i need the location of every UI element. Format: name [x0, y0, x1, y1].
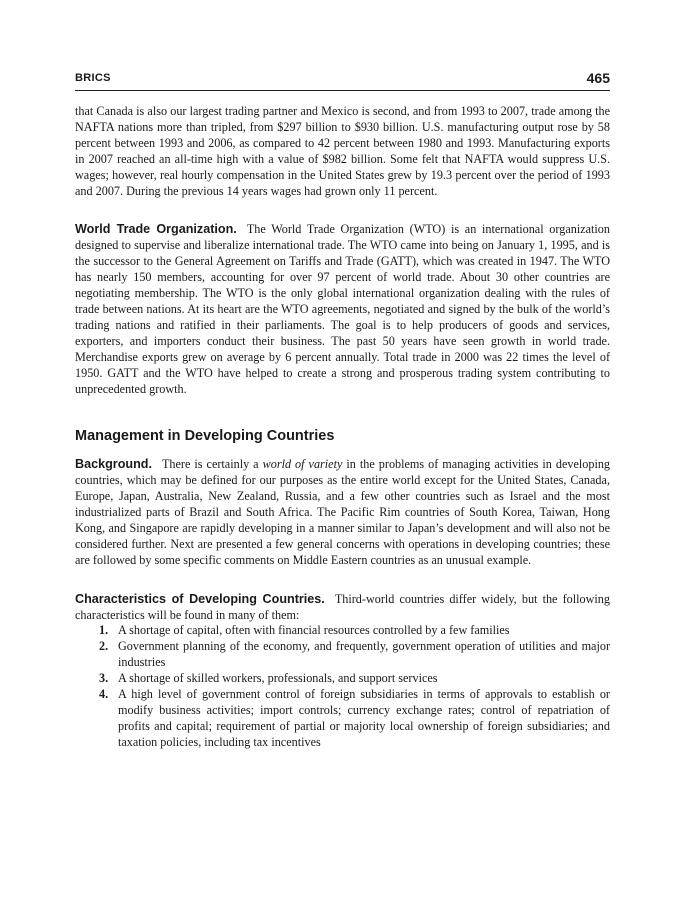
list-item — [75, 671, 610, 687]
background-heading: Background. — [75, 457, 152, 472]
paragraph-wto — [75, 222, 610, 397]
page-body — [75, 104, 610, 751]
list-text: A high level of government control of foreign subsidiaries in terms of approvals to establish or modify business activities; import controls; currency exchange rates; control of repatriation of profits and capital; requirement of partial or majority local ownership of foreign subsidiaries; and taxation policies, including tax incentives — [118, 687, 610, 749]
page-number: 465 — [586, 70, 610, 86]
list-text: A shortage of capital, often with financial resources controlled by a few families — [118, 623, 510, 638]
list-number: 1. — [99, 623, 109, 638]
background-text-b: in the problems of managing activities in developing countries, which may be defined for our purposes as the entire world except for the United States, Canada, Europe, Japan, Australia, New Zealand, Russia, and a few other countries such as Israel and the most industrialized parts of Brazil and South Africa. The Pacific Rim countries of South Korea, Taiwan, Hong Kong, and Singapore are rapidly developing in a manner similar to Japan’s development and will also not be considered further. Next are presented a few general concerns with operations in developing countries; these are followed by some specific comments on Middle Eastern countries as an unusual example. — [75, 457, 611, 567]
list-item — [75, 687, 610, 751]
section-title: Management in Developing Countries — [75, 428, 335, 445]
paragraph-nafta: that Canada is also our largest trading partner and Mexico is second, and from 1993 to 2007, trade among the NAFTA nations more than tripled, from $297 billion to $930 billion. U.S. manufacturing output rose by 58 percent between 1993 and 2006, as compared to 42 percent between 1980 and 1993. Manufacturing exports in 2007 reached an all-time high with a value of $982 billion. Some felt that NAFTA would suppress U.S. wages; however, real hourly compensation in the United States grew by 19.3 percent over the period of 1993 and 2007. During the previous 14 years wages had grown only 11 percent. — [75, 104, 610, 198]
page-header — [75, 70, 610, 91]
list-number: 3. — [99, 671, 109, 686]
background-italic: world of variety — [262, 457, 343, 472]
paragraph-characteristics — [75, 592, 610, 624]
characteristics-list — [75, 623, 610, 750]
characteristics-heading: Characteristics of Developing Countries. — [75, 591, 325, 606]
list-text: A shortage of skilled workers, professionals, and support services — [118, 671, 438, 686]
list-number: 2. — [99, 639, 109, 654]
list-number: 4. — [99, 687, 109, 702]
list-item — [75, 639, 610, 671]
list-text: Government planning of the economy, and frequently, government operation of utilities and major industries — [118, 639, 610, 670]
paragraph-background — [75, 457, 610, 568]
wto-heading: World Trade Organization. — [75, 222, 237, 237]
running-head: BRICS — [75, 72, 111, 84]
background-text-a: There is certainly a — [161, 457, 259, 472]
wto-text: The World Trade Organization (WTO) is an international organization designed to supervise and liberalize international trade. The WTO came into being on January 1, 1995, and is the successor to the General Agreement on Tariffs and Trade (GATT), which was created in 1947. The WTO has nearly 150 members, accounting for over 97 percent of world trade. About 30 other countries are negotiating membership. The WTO is the only global international organization dealing with the rules of trade between nations. At its heart are the WTO agreements, negotiated and signed by the bulk of the world’s trading nations and ratified in their parliaments. The goal is to help producers of goods and services, exporters, and importers conduct their business. The past 50 years have seen growth in world trade. Merchandise exports grew on average by 6 percent annually. Total trade in 2000 was 22 times the level of 1950. GATT and the WTO have helped to create a strong and prosperous trading system contributing to unprecedented growth. — [75, 222, 610, 396]
characteristics-text: Third-world countries differ widely, but the following characteristics will be found in many of them: — [75, 591, 610, 622]
list-item — [75, 623, 610, 639]
